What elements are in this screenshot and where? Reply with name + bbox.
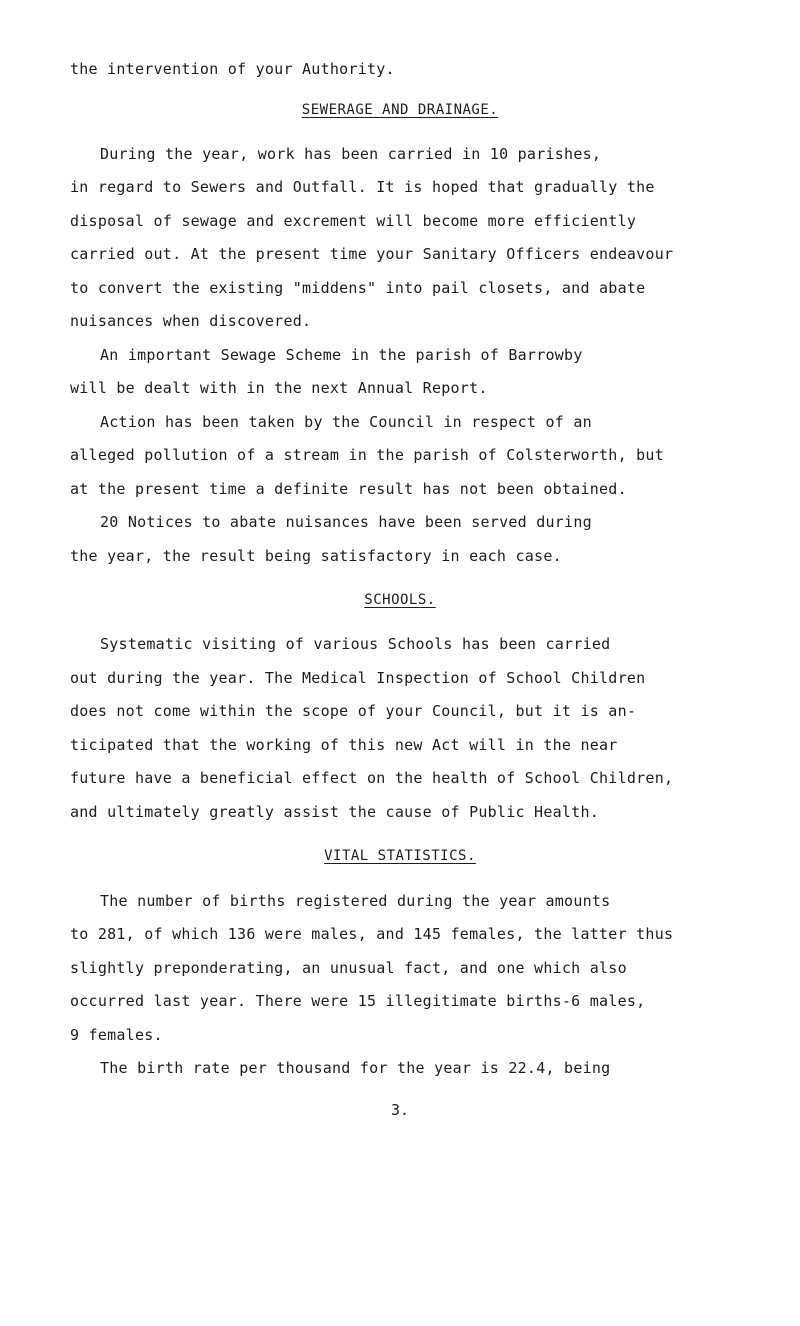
paragraph-line: slightly preponderating, an unusual fact, and one which also [70,959,627,977]
paragraph-line: does not come within the scope of your Council, but it is an- [70,702,637,720]
paragraph-line: Action has been taken by the Council in respect of an [100,413,592,431]
paragraph-line: nuisances when discovered. [70,312,312,330]
paragraph-line: to convert the existing "middens" into pail closets, and abate [70,279,646,297]
paragraph-line: ticipated that the working of this new Act will in the near [70,736,618,754]
paragraph-line: future have a beneficial effect on the health of School Children, [70,769,674,787]
page-number: 3. [390,1101,410,1119]
paragraph-line: Systematic visiting of various Schools has been carried [100,635,611,653]
opening-line: the intervention of your Authority. [70,60,395,78]
paragraph-line: The number of births registered during the year amounts [100,892,611,910]
section-heading-vital-statistics: VITAL STATISTICS. [324,848,476,864]
section-heading-schools: SCHOOLS. [364,592,436,608]
paragraph-line: 9 females. [70,1026,163,1044]
paragraph-line: out during the year. The Medical Inspection of School Children [70,669,646,687]
paragraph-line: The birth rate per thousand for the year is 22.4, being [100,1059,611,1077]
paragraph-line: During the year, work has been carried in 10 parishes, [100,145,602,163]
paragraph-line: will be dealt with in the next Annual Report. [70,379,488,397]
paragraph-line: An important Sewage Scheme in the parish of Barrowby [100,346,583,364]
paragraph-line: occurred last year. There were 15 illegitimate births-6 males, [70,992,646,1010]
paragraph-line: disposal of sewage and excrement will become more efficiently [70,212,637,230]
section-heading-sewerage: SEWERAGE AND DRAINAGE. [301,102,499,118]
paragraph-line: to 281, of which 136 were males, and 145 females, the latter thus [70,925,674,943]
paragraph-line: and ultimately greatly assist the cause of Public Health. [70,803,600,821]
paragraph-line: alleged pollution of a stream in the parish of Colsterworth, but [70,446,664,464]
paragraph-line: at the present time a definite result has not been obtained. [70,480,627,498]
paragraph-line: carried out. At the present time your Sanitary Officers endeavour [70,245,674,263]
paragraph-line: the year, the result being satisfactory in each case. [70,547,562,565]
paragraph-line: in regard to Sewers and Outfall. It is hoped that gradually the [70,178,655,196]
paragraph-line: 20 Notices to abate nuisances have been served during [100,513,592,531]
